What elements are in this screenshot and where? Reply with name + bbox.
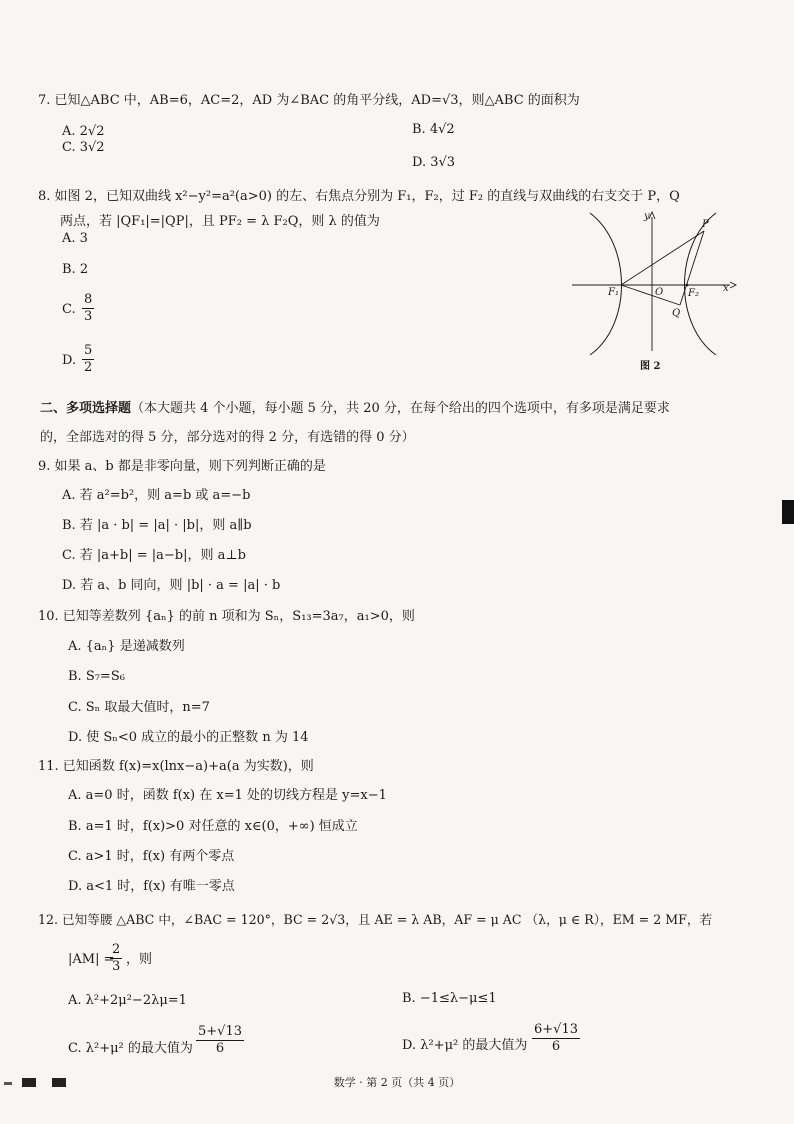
print-mark-right	[52, 1078, 66, 1087]
figure-caption: 图 2	[640, 361, 661, 372]
q10-option-a: A. {aₙ} 是递减数列	[68, 639, 185, 654]
q7-option-c: C. 3√2	[62, 140, 105, 155]
q8-option-b: B. 2	[62, 262, 89, 277]
q9-option-a: A. 若 a²=b²，则 a=b 或 a=−b	[62, 488, 251, 503]
q7-option-d: D. 3√3	[412, 155, 456, 170]
q12-option-c-prefix: C. λ²+μ² 的最大值为	[68, 1041, 193, 1056]
q12-option-d-numerator: 6+√13	[534, 1022, 578, 1037]
hyperbola-left-branch	[590, 213, 622, 355]
hyperbola-figure	[570, 205, 740, 355]
hyperbola-right-branch	[685, 213, 717, 355]
q12-option-a: A. λ²+2μ²−2λμ=1	[68, 993, 187, 1008]
section2-title: 二、多项选择题	[40, 401, 132, 416]
q10-stem: 10. 已知等差数列 {aₙ} 的前 n 项和为 Sₙ，S₁₃=3a₇，a₁>0，则	[38, 609, 415, 624]
print-mark-left	[22, 1078, 36, 1087]
q11-option-b: B. a=1 时，f(x)>0 对任意的 x∈(0，+∞) 恒成立	[68, 819, 358, 834]
section2-desc-line2: 的，全部选对的得 5 分，部分选对的得 2 分，有选错的得 0 分）	[40, 430, 415, 445]
edge-tab-mark	[782, 500, 794, 524]
q8-option-d-denominator: 2	[84, 360, 93, 375]
q8-option-d-fraction	[82, 343, 94, 376]
label-q: Q	[672, 308, 681, 319]
corner-mark	[4, 1082, 12, 1085]
q10-option-b: B. S₇=S₆	[68, 669, 125, 684]
q12-option-d-fraction	[532, 1022, 580, 1055]
section2-heading	[40, 400, 670, 418]
x-axis-arrow	[730, 282, 736, 288]
q10-option-c: C. Sₙ 取最大值时，n=7	[68, 700, 210, 715]
q7-stem: 7. 已知△ABC 中，AB=6，AC=2，AD 为∠BAC 的角平分线，AD=√3，则△ABC 的面积为	[38, 93, 580, 108]
q12-option-c-fraction	[196, 1024, 244, 1057]
label-f1: F₁	[608, 287, 619, 298]
segment-f1-p	[621, 231, 704, 285]
point-f2	[686, 284, 689, 287]
q11-stem: 11. 已知函数 f(x)=x(lnx−a)+a(a 为实数)，则	[38, 759, 314, 774]
q12-option-b: B. −1≤λ−μ≤1	[402, 991, 497, 1006]
q8-option-c-label: C.	[62, 302, 76, 317]
q8-option-c-numerator: 8	[84, 292, 93, 307]
label-y: y	[644, 211, 650, 222]
q8-option-c-fraction	[82, 292, 94, 325]
label-f2: F₂	[688, 288, 699, 299]
section2-desc-line1: （本大题共 4 个小题，每小题 5 分，共 20 分，在每个给出的四个选项中，有多项是满足要求	[131, 401, 670, 416]
q10-option-d: D. 使 Sₙ<0 成立的最小的正整数 n 为 14	[68, 730, 309, 745]
label-o: O	[655, 287, 664, 298]
page-footer: 数学 · 第 2 页（共 4 页）	[333, 1076, 461, 1089]
q9-option-c: C. 若 |a+b| = |a−b|，则 a⊥b	[62, 548, 246, 563]
q8-stem-line1: 8. 如图 2，已知双曲线 x²−y²=a²(a>0) 的左、右焦点分别为 F₁，F₂，过 F₂ 的直线与双曲线的右支交于 P，Q	[38, 189, 680, 204]
q12-stem-line2-suffix: ，则	[126, 952, 153, 967]
q7-option-b: B. 4√2	[412, 122, 455, 137]
label-p: P	[702, 219, 709, 230]
q12-stem-line2-prefix: |AM| =	[68, 952, 115, 967]
q12-stem-line1: 12. 已知等腰 △ABC 中，∠BAC = 120°，BC = 2√3，且 AE = λ AB，AF = μ AC （λ，μ ∈ R），EM = 2 MF，若	[38, 912, 713, 927]
q8-option-d-numerator: 5	[84, 343, 93, 358]
q12-option-d-prefix: D. λ²+μ² 的最大值为	[402, 1038, 528, 1053]
q11-option-a: A. a=0 时，函数 f(x) 在 x=1 处的切线方程是 y=x−1	[68, 788, 387, 803]
q12-option-c-denominator: 6	[215, 1041, 225, 1056]
q12-stem-numerator: 2	[112, 942, 121, 957]
segment-f1-q	[621, 285, 680, 305]
q8-stem-line2: 两点，若 |QF₁|=|QP|，且 PF₂ = λ F₂Q，则 λ 的值为	[60, 214, 380, 229]
q8-option-c-denominator: 3	[84, 309, 93, 324]
q8-option-d-label: D.	[62, 353, 77, 368]
q9-stem: 9. 如果 a、b 都是非零向量，则下列判断正确的是	[38, 459, 326, 474]
q9-option-d: D. 若 a、b 同向，则 |b| · a = |a| · b	[62, 578, 281, 593]
q9-option-b: B. 若 |a · b| = |a| · |b|，则 a∥b	[62, 518, 252, 533]
q11-option-d: D. a<1 时，f(x) 有唯一零点	[68, 879, 235, 894]
q8-option-a: A. 3	[62, 231, 88, 246]
q7-option-a: A. 2√2	[62, 124, 105, 139]
q12-option-c-numerator: 5+√13	[198, 1024, 242, 1039]
q12-stem-fraction	[110, 942, 122, 975]
q12-stem-denominator: 3	[112, 959, 121, 974]
q12-option-d-denominator: 6	[551, 1039, 561, 1054]
label-x: x	[723, 283, 729, 294]
q11-option-c: C. a>1 时，f(x) 有两个零点	[68, 849, 235, 864]
